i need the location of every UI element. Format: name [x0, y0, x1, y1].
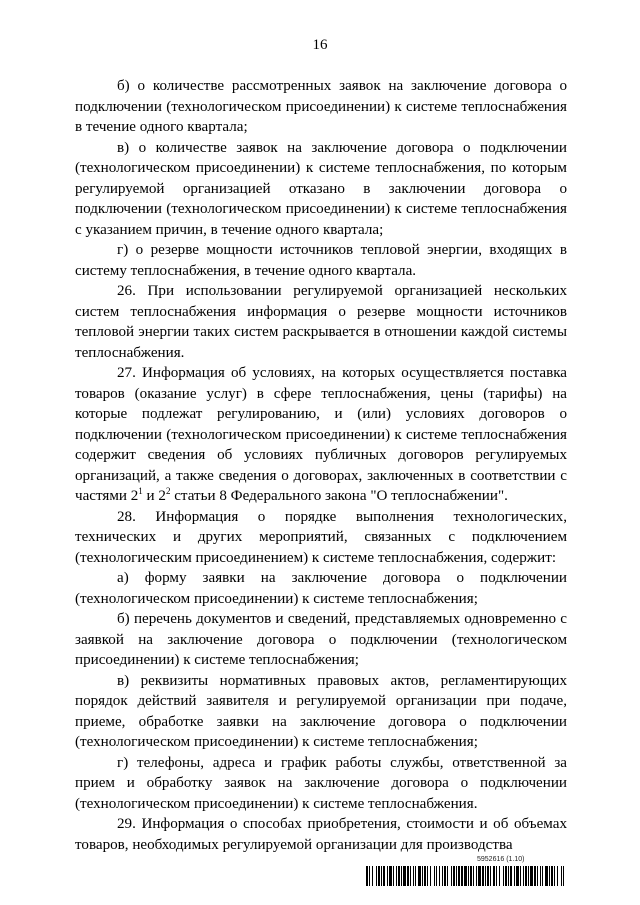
page-number: 16 [312, 37, 328, 53]
barcode-bar [396, 866, 397, 886]
clause-28-g-contacts: г) телефоны, адреса и график работы службы, ответственной за прием и обработку заявок на заключение договора о подключении (технологическом присоединении) к системе теплоснабжения. [75, 754, 567, 812]
barcode-bar [387, 866, 388, 886]
barcode-bar [510, 866, 512, 886]
barcode-bar [490, 866, 491, 886]
barcode-bar [422, 866, 423, 886]
document-code: 5952616 (1.10) [477, 856, 525, 863]
barcode-bar [545, 866, 548, 886]
clause-26: 26. При использовании регулируемой организацией нескольких систем теплоснабжения информация о резерве мощности источников тепловой энергии таких систем раскрывается в отношении каждой системы теплоснабжения. [75, 283, 567, 361]
barcode-bar [514, 866, 515, 886]
barcode-bar [413, 866, 414, 886]
barcode-bar [369, 866, 370, 886]
barcode-bar [383, 866, 385, 886]
barcode-bar [381, 866, 382, 886]
clause-28-v-regulations: в) реквизиты нормативных правовых актов, регламентирующих порядок действий заявителя и регулируемой организации при подаче, приеме, обработке заявки на заключение договора о подключении (технологическом присоединении) к системе теплоснабжения; [75, 672, 567, 750]
barcode-bar [508, 866, 509, 886]
barcode-bar [442, 866, 443, 886]
barcode-bar [389, 866, 392, 886]
clause-28-b-documents: б) перечень документов и сведений, представляемых одновременно с заявкой на заключение договора о подключении (технологическом присоединении) к системе теплоснабжения; [75, 611, 567, 668]
barcode-bar [424, 866, 426, 886]
barcode-bar [461, 866, 463, 886]
barcode-bar [551, 866, 553, 886]
clause-g-capacity-reserve: г) о резерве мощности источников тепловой энергии, входящих в систему теплоснабжения, в течение одного квартала. [75, 242, 567, 279]
barcode-bar [485, 866, 486, 886]
barcode-bar [499, 866, 500, 886]
barcode-bar [439, 866, 440, 886]
document-body [75, 76, 567, 855]
barcode-bar [528, 866, 529, 886]
clause-28: 28. Информация о порядке выполнения технологических, технических и других мероприятий, связанных с подключением (технологическим присоединением) к системе теплоснабжения, содержит: [75, 508, 567, 566]
barcode-bar [403, 866, 406, 886]
barcode-bar [434, 866, 435, 886]
barcode-bar [372, 866, 373, 886]
barcode-bar [378, 866, 380, 886]
clause-28-a-form: а) форму заявки на заключение договора о подключении (технологическом присоединении) к системе теплоснабжения; [75, 570, 567, 607]
barcode-bar [516, 866, 519, 886]
barcode-bar [453, 866, 455, 886]
barcode-bar [456, 866, 457, 886]
barcode-bar [415, 866, 416, 886]
barcode-bar [520, 866, 521, 886]
barcode-bar [366, 866, 368, 886]
barcode-bar [476, 866, 477, 886]
barcode-bar [464, 866, 467, 886]
clause-27 [75, 363, 567, 507]
barcode-bar [487, 866, 489, 886]
barcode-bar [549, 866, 550, 886]
barcode-bar [540, 866, 541, 886]
barcode-bar [401, 866, 402, 886]
clause-b-reviewed-applications: б) о количестве рассмотренных заявок на заключение договора о подключении (технологическом присоединении) к системе теплоснабжения в течение одного квартала; [75, 78, 567, 135]
barcode-bar [503, 866, 504, 886]
clause-27-superscript-2: 2 [165, 486, 171, 496]
barcode-bar [458, 866, 460, 886]
barcode-bar [418, 866, 421, 886]
clause-29: 29. Информация о способах приобретения, стоимости и об объемах товаров, необходимых регулируемой организации для производства [75, 816, 567, 853]
barcode-bar [561, 866, 562, 886]
clause-27-text-c: статьи 8 Федерального закона "О теплоснабжении". [170, 488, 508, 504]
barcode-bar [407, 866, 409, 886]
barcode-bar [444, 866, 446, 886]
barcode-bar [398, 866, 400, 886]
clause-v-refused-applications: в) о количестве заявок на заключение договора о подключении (технологическом присоединении) к системе теплоснабжения, по которым регулируемой организацией отказано в заключении договора о подключении (технологическом присоединении) к системе теплоснабжения с указанием причин, в течение одного квартала; [75, 139, 567, 238]
barcode-bar [430, 866, 431, 886]
barcode-bar [496, 866, 497, 886]
barcode-bar [530, 866, 533, 886]
barcode-bar [468, 866, 469, 886]
barcode-bar [542, 866, 543, 886]
clause-27-text-b: и 2 [142, 488, 166, 504]
barcode-bar [563, 866, 564, 886]
barcode-bar [447, 866, 448, 886]
barcode-bar [482, 866, 484, 886]
barcode-bar [427, 866, 428, 886]
barcode-bar [470, 866, 472, 886]
barcode-bar [525, 866, 527, 886]
barcode-bar [505, 866, 507, 886]
barcode-bar [436, 866, 437, 886]
barcode-bar [523, 866, 524, 886]
barcode-bar [473, 866, 474, 886]
barcode-bar [478, 866, 481, 886]
barcode-bar [534, 866, 536, 886]
barcode-bar [557, 866, 558, 886]
barcode-bar [537, 866, 538, 886]
barcode-bar [376, 866, 377, 886]
barcode-bar [393, 866, 394, 886]
clause-27-superscript-1: 1 [138, 486, 143, 496]
barcode [366, 866, 564, 886]
clause-27-text-a: 27. Информация об условиях, на которых осуществляется поставка товаров (оказание услуг) в сфере теплоснабжения, цены (тарифы) на которые подлежат регулированию, и (или) условиях договоров о подключении (технологическом присоединении) к системе теплоснабжения содержит сведения об условиях публичных договоров регулируемых организаций, а также сведения о договорах, заключенных в соответствии с частями 2 [75, 365, 567, 504]
barcode-bar [493, 866, 495, 886]
barcode-bar [554, 866, 555, 886]
barcode-bar [451, 866, 452, 886]
barcode-bar [410, 866, 411, 886]
